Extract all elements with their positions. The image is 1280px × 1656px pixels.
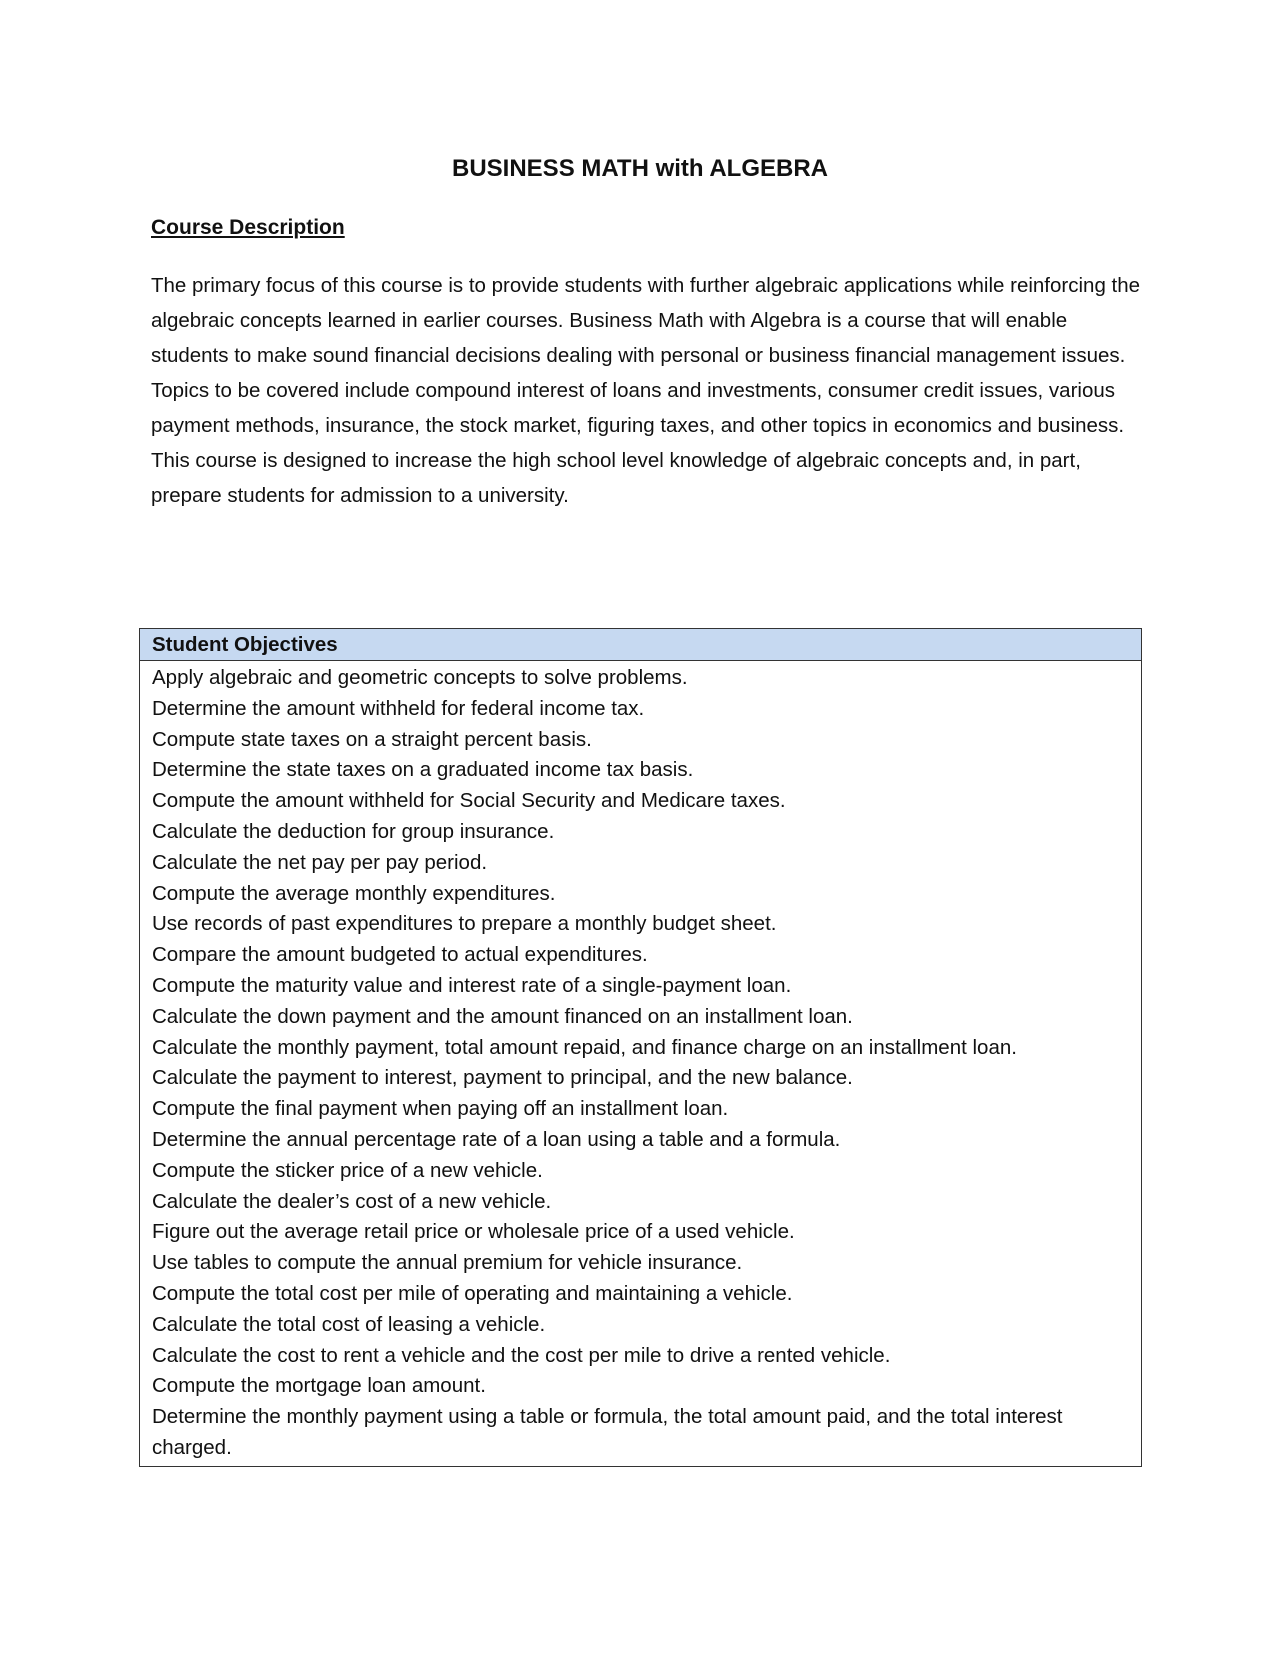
objective-item: Compute the maturity value and interest rate of a single-payment loan. <box>152 973 792 997</box>
document-title: BUSINESS MATH with ALGEBRA <box>452 155 828 182</box>
objective-item: Calculate the deduction for group insurance. <box>152 819 555 843</box>
objective-item: Calculate the total cost of leasing a vehicle. <box>152 1312 546 1336</box>
objective-item: Compute the total cost per mile of operating and maintaining a vehicle. <box>152 1281 793 1305</box>
objective-item: Compare the amount budgeted to actual expenditures. <box>152 943 648 967</box>
objective-item: Compute the final payment when paying off an installment loan. <box>152 1097 729 1121</box>
objective-item: Compute state taxes on a straight percent basis. <box>152 727 592 751</box>
objective-item: Calculate the net pay per pay period. <box>152 850 488 874</box>
objective-item: Calculate the cost to rent a vehicle and the cost per mile to drive a rented vehicle. <box>152 1343 891 1367</box>
objective-item: Apply algebraic and geometric concepts to solve problems. <box>152 666 688 689</box>
objective-item: Figure out the average retail price or wholesale price of a used vehicle. <box>152 1220 795 1244</box>
student-objectives-table <box>139 628 1142 1467</box>
objective-item: Compute the amount withheld for Social Security and Medicare taxes. <box>152 789 786 813</box>
objective-item: Compute the average monthly expenditures. <box>152 881 556 905</box>
objective-item: Calculate the monthly payment, total amount repaid, and finance charge on an installment loan. <box>152 1035 1017 1059</box>
objective-item: Use records of past expenditures to prepare a monthly budget sheet. <box>152 912 777 936</box>
objective-item: Determine the annual percentage rate of a loan using a table and a formula. <box>152 1127 841 1151</box>
student-objectives-list <box>140 661 1141 1466</box>
course-description-heading: Course Description <box>151 216 345 239</box>
objective-item: Calculate the payment to interest, payment to principal, and the new balance. <box>152 1066 853 1090</box>
course-description-text: The primary focus of this course is to provide students with further algebraic applications while reinforcing the algebraic concepts learned in earlier courses. Business Math with Algebra is a course that will enable students to make sound financial decisions dealing with personal or business financial management issues. Topics to be covered include compound interest of loans and investments, consumer credit issues, various payment methods, insurance, the stock market, figuring taxes, and other topics in economics and business. This course is designed to increase the high school level knowledge of algebraic concepts and, in part, prepare students for admission to a university. <box>151 274 1141 507</box>
objective-item: Compute the sticker price of a new vehicle. <box>152 1158 543 1182</box>
objective-item: Calculate the dealer’s cost of a new vehicle. <box>152 1189 552 1213</box>
objective-item: Calculate the down payment and the amount financed on an installment loan. <box>152 1004 853 1028</box>
objective-item: Compute the mortgage loan amount. <box>152 1374 486 1398</box>
objective-item: Determine the state taxes on a graduated income tax basis. <box>152 758 694 782</box>
objective-item: Determine the monthly payment using a table or formula, the total amount paid, and the total interest charged. <box>152 1405 1063 1459</box>
objective-item: Determine the amount withheld for federal income tax. <box>152 696 645 720</box>
objective-item: Use tables to compute the annual premium for vehicle insurance. <box>152 1251 743 1275</box>
student-objectives-header: Student Objectives <box>140 629 1141 661</box>
